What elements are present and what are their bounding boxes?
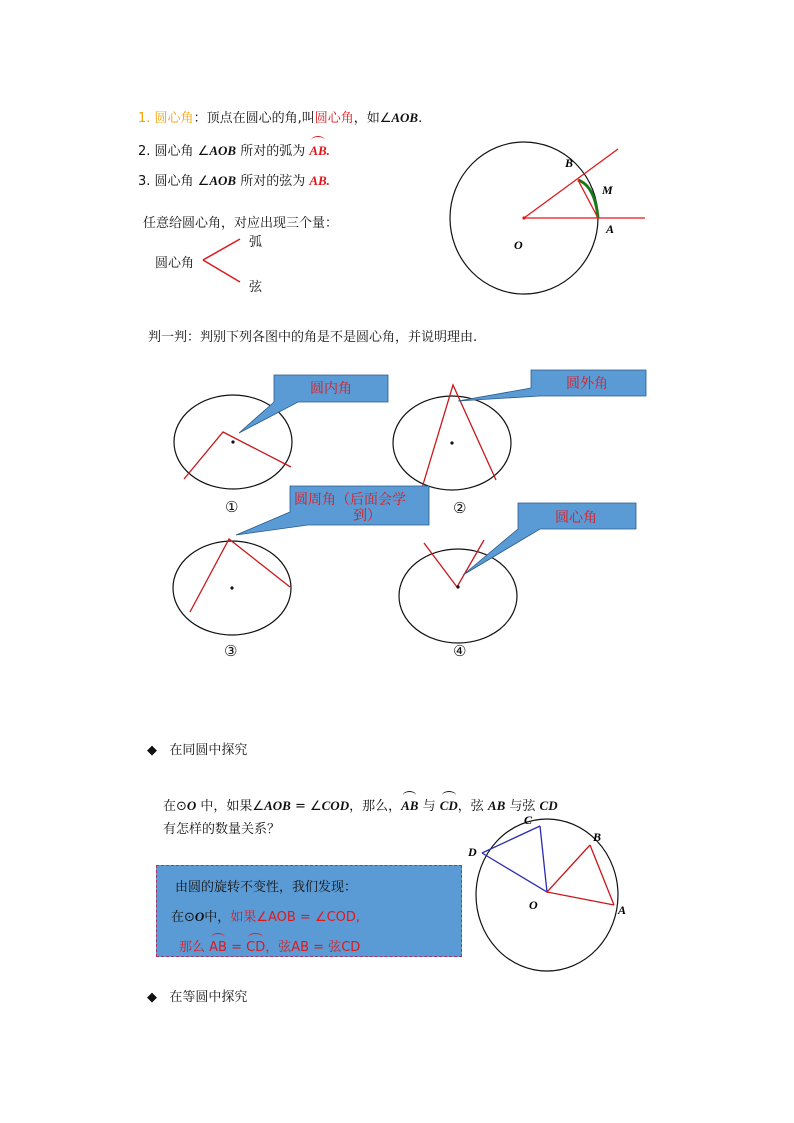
branch-chord: 弦 xyxy=(249,280,263,295)
branch-arc: 弧 xyxy=(249,235,263,250)
term-central-angle: 圆心角 xyxy=(154,111,194,126)
branch-root: 圆心角 xyxy=(155,256,195,271)
label-B: B xyxy=(565,156,574,170)
label-A2: A xyxy=(618,903,627,917)
svg-text:到）: 到） xyxy=(353,508,381,524)
svg-text:圆心角: 圆心角 xyxy=(555,510,597,526)
diamond-bullet-icon: ◆ xyxy=(147,990,157,1005)
circle-4 xyxy=(399,549,517,643)
label-M: M xyxy=(602,183,613,197)
judge-figures xyxy=(160,365,660,665)
label-D: D xyxy=(468,845,477,859)
definition-line-1: 1. 圆心角：顶点在圆心的角,叫圆心角，如∠AOB. xyxy=(138,110,423,126)
quantities-title: 任意给圆心角，对应出现三个量： xyxy=(143,216,339,231)
central-angle-figure xyxy=(440,140,660,305)
definition-line-2: 2. 圆心角 ∠AOB 所对的弧为 AB. xyxy=(138,143,330,159)
heading-same-circle: ◆ 在同圆中探究 xyxy=(147,743,248,758)
question-line-1: 在⊙O 中，如果∠AOB = ∠COD，那么，AB 与 CD，弦 AB 与弦 CD xyxy=(163,798,558,814)
branch-lines xyxy=(200,236,242,286)
same-circle-figure xyxy=(462,808,662,998)
judge-prompt: 判一判：判别下列各图中的角是不是圆心角，并说明理由. xyxy=(148,330,478,345)
label-B2: B xyxy=(593,830,602,844)
svg-text:圆外角: 圆外角 xyxy=(566,376,608,392)
label-O2: O xyxy=(529,898,538,912)
diamond-bullet-icon: ◆ xyxy=(147,743,157,758)
svg-text:①: ① xyxy=(225,498,239,516)
svg-text:②: ② xyxy=(453,499,467,517)
heading-equal-circles: ◆ 在等圆中探究 xyxy=(147,990,248,1005)
svg-text:③: ③ xyxy=(224,642,238,660)
definition-line-3: 3. 圆心角 ∠AOB 所对的弦为 AB. xyxy=(138,173,330,189)
label-O: O xyxy=(514,238,523,252)
finding-box: 由圆的旋转不变性，我们发现： 在⊙O中，如果∠AOB = ∠COD, 那么 AB = CD，弦AB = 弦CD xyxy=(156,865,462,957)
svg-text:④: ④ xyxy=(453,642,467,660)
svg-text:圆周角（后面会学: 圆周角（后面会学 xyxy=(294,492,406,508)
label-A: A xyxy=(606,222,615,236)
svg-text:圆内角: 圆内角 xyxy=(310,381,352,397)
question-line-2: 有怎样的数量关系？ xyxy=(163,822,281,837)
label-C: C xyxy=(524,813,533,827)
